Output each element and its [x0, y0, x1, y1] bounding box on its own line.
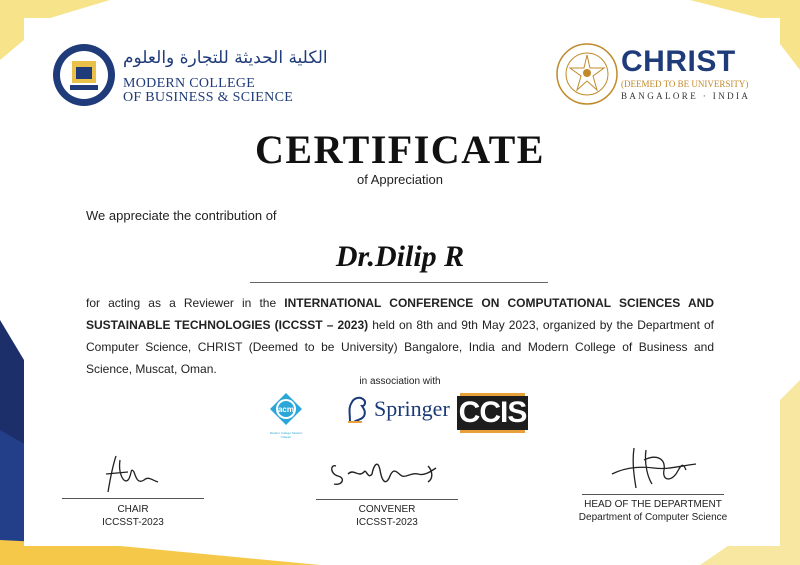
hod-org: Department of Computer Science — [578, 512, 728, 523]
intro-text: We appreciate the contribution of — [86, 208, 277, 223]
hod-signature-line — [582, 494, 724, 495]
body-text-part2: held on 8th and 9th May 2023, organized by the Department of Computer Science, CHRIST (Deemed to be University) Bangalore, India and Modern College of Business and Science, Muscat, Oman. — [86, 318, 714, 376]
convener-label — [316, 503, 458, 529]
convener-org: ICCSST-2023 — [356, 517, 418, 528]
modern-college-arabic-name: الكلية الحديثة للتجارة والعلوم — [123, 48, 328, 68]
convener-signature-line — [316, 499, 458, 500]
hod-label — [562, 498, 744, 524]
modern-college-seal — [52, 43, 116, 107]
certificate-subtitle: of Appreciation — [356, 172, 443, 187]
springer-logo — [344, 394, 450, 424]
acm-text: acm — [277, 405, 295, 414]
recipient-underline — [250, 282, 548, 283]
christ-subtitle: (DEEMED TO BE UNIVERSITY) — [621, 79, 749, 89]
ccis-text: CCIS — [458, 396, 527, 429]
certificate-body — [86, 292, 714, 380]
acm-caption: Modern College Student Chapter — [269, 431, 303, 439]
chair-signature-icon — [98, 450, 168, 496]
convener-role: CONVENER — [358, 504, 416, 515]
convener-signature-icon — [328, 452, 448, 498]
acm-diamond-icon — [269, 392, 303, 426]
chair-label — [62, 503, 204, 529]
springer-text: Springer — [374, 396, 450, 421]
hod-role: HEAD OF THE DEPARTMENT — [584, 499, 722, 510]
ccis-logo — [460, 393, 525, 433]
conference-name: INTERNATIONAL CONFERENCE ON COMPUTATIONAL SCIENCES AND SUSTAINABLE TECHNOLOGIES (ICCSST – 2023) — [86, 296, 714, 332]
body-text-part1: for acting as a Reviewer in the — [86, 296, 285, 310]
recipient-name: Dr.Dilip R — [335, 240, 465, 273]
certificate-title: CERTIFICATE — [255, 127, 545, 172]
christ-university-seal — [556, 43, 618, 105]
chair-role: CHAIR — [117, 504, 149, 515]
chair-signature-line — [62, 498, 204, 499]
springer-horse-icon — [344, 394, 370, 424]
christ-location: BANGALORE · INDIA — [621, 91, 751, 101]
modern-college-name-line2: OF BUSINESS & SCIENCE — [123, 90, 294, 105]
association-text: in association with — [359, 376, 441, 387]
modern-college-name-line1: MODERN COLLEGE — [123, 76, 256, 91]
hod-signature-icon — [604, 440, 704, 492]
chair-org: ICCSST-2023 — [102, 517, 164, 528]
acm-logo — [266, 392, 306, 439]
christ-name: CHRIST — [621, 45, 736, 78]
